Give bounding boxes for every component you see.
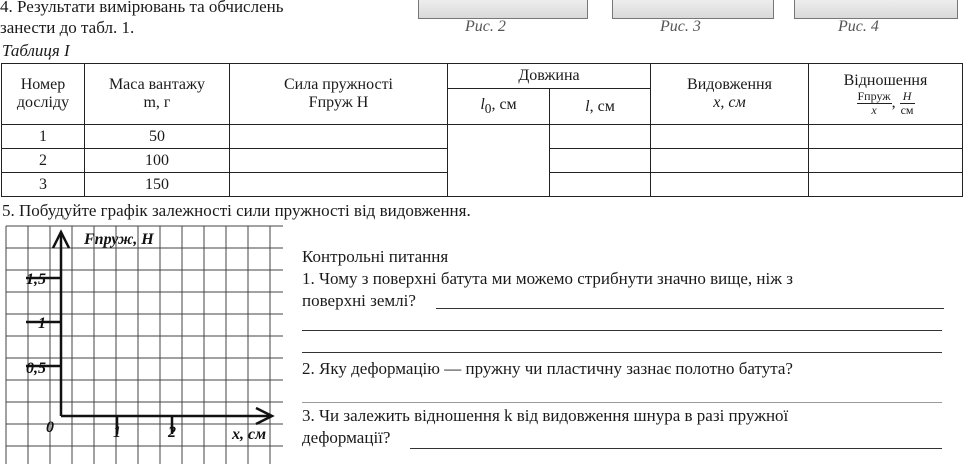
figure-3-label: Рис. 3	[660, 18, 701, 35]
task4-intro	[0, 0, 283, 38]
figure-3-image	[612, 0, 774, 19]
question-1-line2: поверхні землі?	[302, 291, 416, 310]
task4-line2: занести до табл. 1.	[0, 18, 135, 37]
header-experiment-number: Номер досліду	[2, 64, 85, 125]
y-tick-label: 0,5	[26, 360, 46, 377]
header-force: Сила пружності Fпруж Н	[230, 64, 448, 125]
figure-2-image	[418, 0, 588, 19]
ratio-formula: $\frac{\text{Fпруж}}{x}$ , $\frac{Н}{см}$	[857, 88, 914, 117]
graph-grid	[0, 220, 300, 472]
questions-title: Контрольні питання	[302, 247, 449, 266]
table-caption: Таблиця I	[2, 41, 70, 60]
x-tick-label: 1	[113, 424, 121, 441]
header-ratio: Відношення $\frac{\text{Fпруж}}{x}$ , $\frac{Н}{см}$	[809, 64, 963, 125]
table-row: 3 150	[2, 173, 963, 197]
question-3: 3. Чи залежить відношення k від видовження шнура в разі пружної деформації?	[302, 406, 789, 447]
answer-line[interactable]	[302, 352, 942, 353]
question-2: 2. Яку деформацію — пружну чи пластичну зазнає полотно батута?	[302, 359, 793, 378]
header-extension: Видовження x, см	[651, 64, 809, 125]
header-length: Довжина	[448, 64, 651, 89]
control-questions	[302, 246, 793, 312]
answer-line[interactable]	[436, 308, 944, 309]
table-row: 2 100	[2, 149, 963, 173]
origin-label: 0	[46, 419, 54, 436]
header-length-l: l, см	[550, 89, 651, 125]
answer-line[interactable]	[410, 448, 942, 449]
answer-line[interactable]	[302, 330, 942, 331]
task4-line1: 4. Результати вимірювань та обчислень	[0, 0, 284, 16]
x-axis-label: x, см	[232, 426, 267, 443]
x-tick-label: 2	[168, 424, 176, 441]
answer-line[interactable]	[302, 402, 942, 403]
header-mass: Маса вантажу m, г	[85, 64, 230, 125]
y-tick-label: 1,5	[26, 271, 46, 288]
y-tick-label: 1	[38, 315, 46, 332]
header-initial-length: $l_0$, см	[448, 89, 550, 125]
axes	[53, 232, 272, 424]
figure-2-label: Рис. 2	[465, 18, 506, 35]
task5-text: 5. Побудуйте графік залежності сили пружності від видовження.	[2, 201, 471, 220]
y-axis-label: Fпруж, Н	[84, 231, 154, 248]
table-row: 1 50	[2, 125, 963, 149]
figure-4-label: Рис. 4	[838, 18, 879, 35]
question-1-line1: 1. Чому з поверхні батута ми можемо стрибнути значно вище, ніж з	[302, 269, 793, 288]
tick-marks	[26, 278, 172, 434]
results-table	[1, 63, 963, 197]
figure-4-image	[794, 0, 958, 19]
